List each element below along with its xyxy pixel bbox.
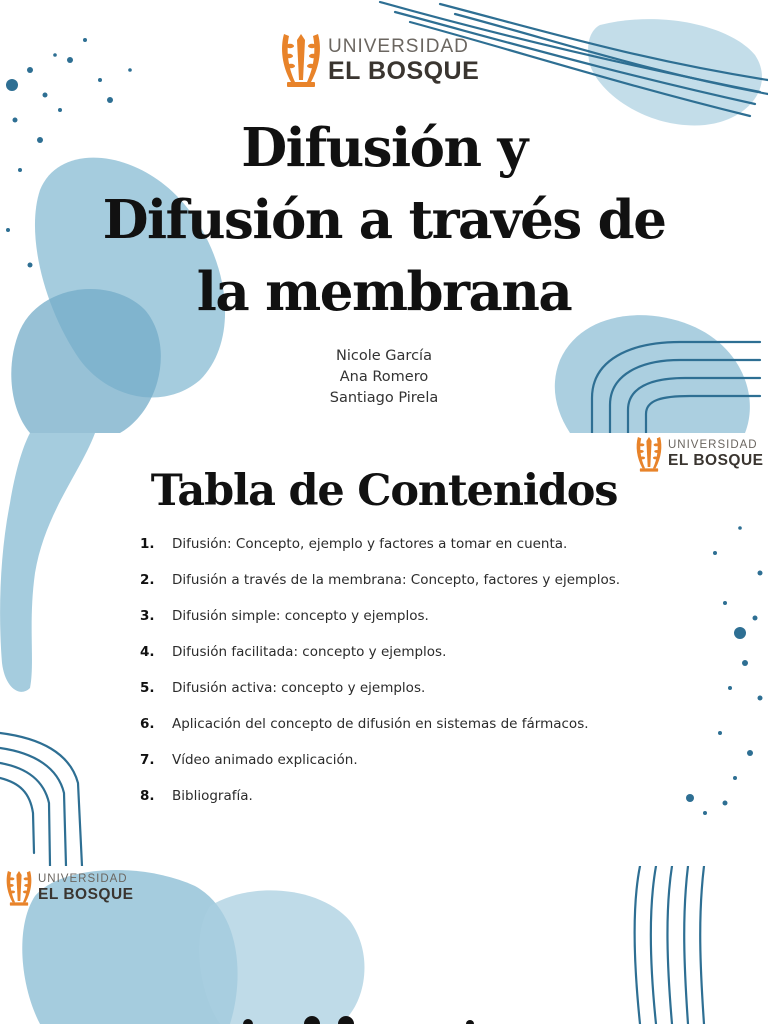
item-number: 4. <box>140 644 155 660</box>
item-text: Difusión activa: concepto y ejemplos. <box>172 680 426 696</box>
item-number: 3. <box>140 608 155 624</box>
item-number: 2. <box>140 572 155 588</box>
cover-title-line: Difusión y <box>241 117 527 179</box>
logo-line-1: UNIVERSIDAD <box>328 35 469 57</box>
logo-line-2: EL BOSQUE <box>328 56 480 85</box>
list-item <box>140 716 700 752</box>
list-item <box>140 572 700 608</box>
logo-line-1: UNIVERSIDAD <box>38 872 128 885</box>
contents-title: Tabla de Contenidos <box>150 466 618 516</box>
cover-slide <box>0 0 768 433</box>
author-name: Santiago Pirela <box>329 390 439 406</box>
item-text: Difusión a través de la membrana: Concepto, factores y ejemplos. <box>172 572 621 588</box>
contents-slide <box>0 433 768 866</box>
crest-icon <box>4 869 34 907</box>
author-name: Ana Romero <box>339 369 429 385</box>
item-number: 6. <box>140 716 155 732</box>
university-logo <box>278 32 479 88</box>
list-item <box>140 644 700 680</box>
logo-line-1: UNIVERSIDAD <box>668 438 758 451</box>
list-item <box>140 608 700 644</box>
item-text: Aplicación del concepto de difusión en sistemas de fármacos. <box>172 716 589 732</box>
logo-line-2: EL BOSQUE <box>668 452 764 469</box>
cover-title <box>84 112 684 328</box>
list-item <box>140 536 700 572</box>
list-item <box>140 752 700 788</box>
item-text: Difusión simple: concepto y ejemplos. <box>172 608 429 624</box>
contents-list <box>140 536 700 824</box>
logo-line-2: EL BOSQUE <box>38 886 134 903</box>
item-text: Difusión facilitada: concepto y ejemplos. <box>172 644 447 660</box>
item-number: 5. <box>140 680 155 696</box>
item-number: 1. <box>140 536 155 552</box>
author-list <box>234 346 534 409</box>
item-text: Vídeo animado explicación. <box>172 752 358 768</box>
item-text: Bibliografía. <box>172 788 253 804</box>
university-logo <box>4 869 134 907</box>
cover-title-line: Difusión a través de <box>102 189 666 251</box>
crest-icon <box>278 32 324 88</box>
item-number: 8. <box>140 788 155 804</box>
author-name: Nicole García <box>336 348 432 364</box>
item-number: 7. <box>140 752 155 768</box>
list-item <box>140 788 700 824</box>
cover-title-line: la membrana <box>196 261 572 323</box>
item-text: Difusión: Concepto, ejemplo y factores a tomar en cuenta. <box>172 536 568 552</box>
list-item <box>140 680 700 716</box>
next-slide-partial <box>0 866 768 1024</box>
